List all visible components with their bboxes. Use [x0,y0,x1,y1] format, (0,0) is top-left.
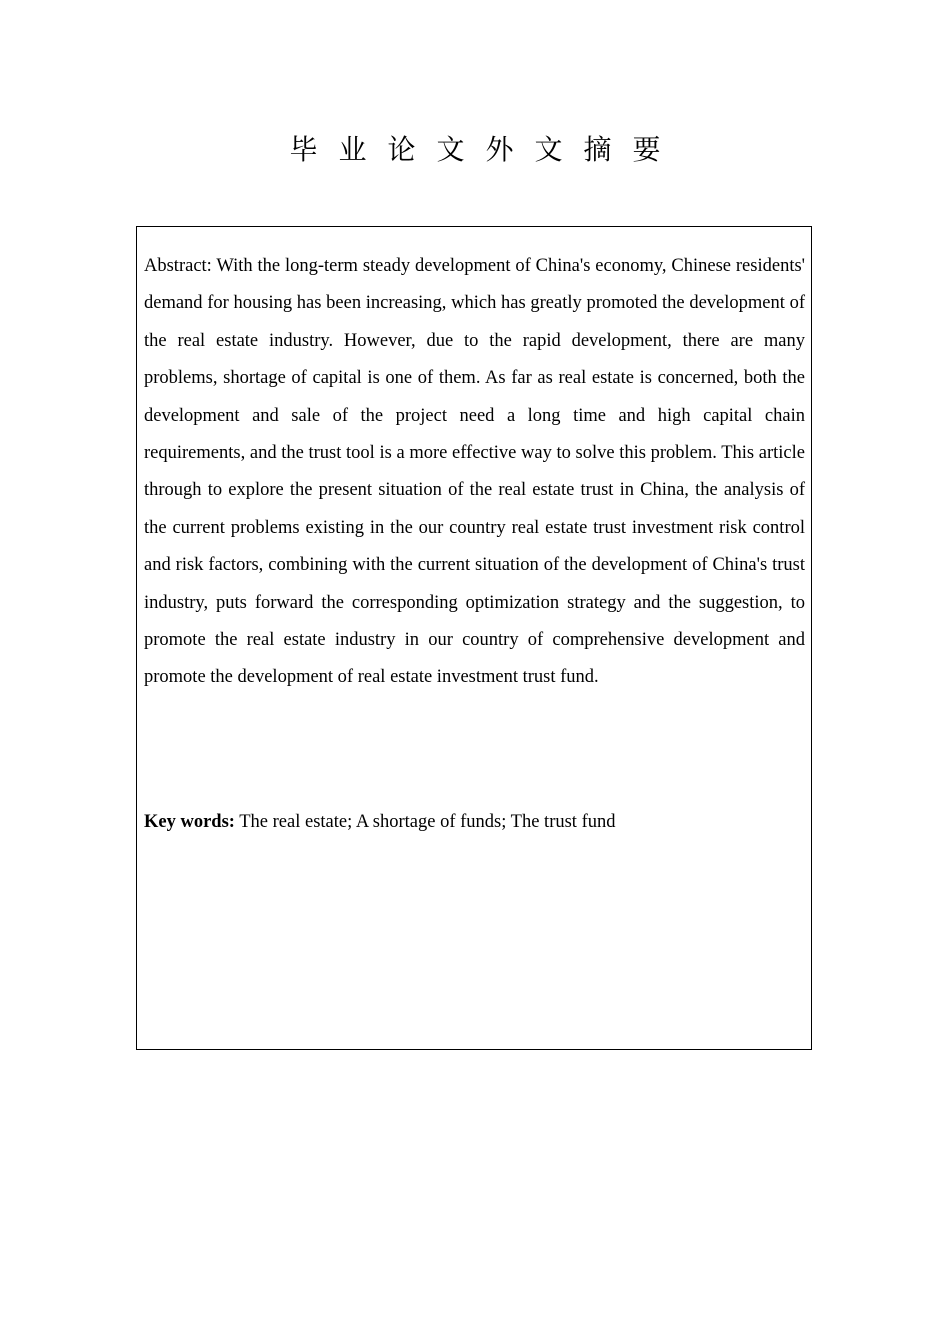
page-title: 毕业论文外文摘要 [289,133,682,166]
keywords-line [144,808,805,836]
abstract-paragraph: Abstract: With the long-term steady development of China's economy, Chinese residents' demand for housing has been increasing, which has greatly promoted the development of the real estate industry. However, due to the rapid development, there are many problems, shortage of capital is one of them. As far as real estate is concerned, both the development and sale of the project need a long time and high capital chain requirements, and the trust tool is a more effective way to solve this problem. This article through to explore the present situation of the real estate trust in China, the analysis of the current problems existing in the our country real estate trust investment risk control and risk factors, combining with the current situation of the development of China's trust industry, puts forward the corresponding optimization strategy and the suggestion, to promote the real estate industry in our country of comprehensive development and promote the development of real estate investment trust fund. [144,256,805,688]
keywords-text: The real estate; A shortage of funds; The trust fund [234,812,616,832]
keywords-label: Key words: [144,812,235,832]
